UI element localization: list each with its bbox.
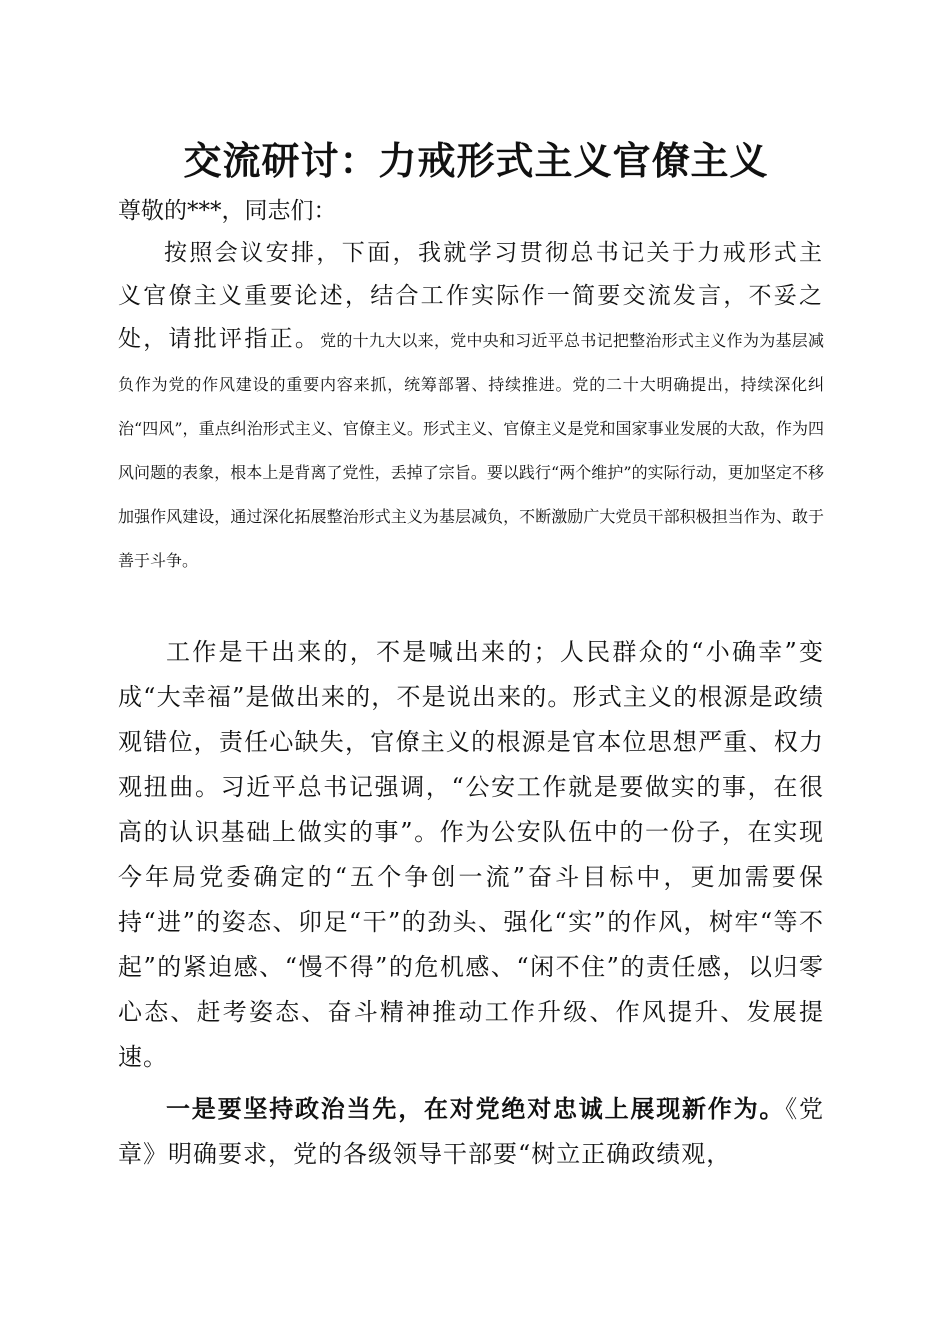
salutation: 尊敬的***，同志们： — [118, 198, 337, 224]
point-one-body: 《党章》明确要求，党的各级领导干部要“树立正确政绩观， — [118, 1095, 825, 1168]
paragraph-intro-lead: 按照会议安排，下面，我就学习贯彻总书记关于力戒形式主义官僚主义重要论述，结合工作实际作一简要交流发言，不妥之处，请批评指正。 — [118, 240, 824, 352]
document-title: 交流研讨：力戒形式主义官僚主义 — [183, 138, 769, 183]
paragraph-work: 工作是干出来的，不是喊出来的；人民群众的“小确幸”变成“大幸福”是做出来的，不是说出来的。形式主义的根源是政绩观错位，责任心缺失，官僚主义的根源是官本位思想严重、权力观扭曲。习近平总书记强调，“公安工作就是要做实的事，在很高的认识基础上做实的事”。作为公安队伍中的一份子，在实现今年局党委确定的“五个争创一流”奋斗目标中，更加需要保持“进”的姿态、卯足“干”的劲头、强化“实”的作风，树牢“等不起”的紧迫感、“慢不得”的危机感、“闲不住”的责任感，以归零心态、赶考姿态、奋斗精神推动工作升级、作风提升、发展提速。 — [118, 638, 824, 1071]
point-one-heading: 一是要坚持政治当先，在对党绝对忠诚上展现新作为。 — [166, 1094, 786, 1123]
paragraph-intro-detail: 党的十九大以来，党中央和习近平总书记把整治形式主义作为为基层减负作为党的作风建设的重要内容来抓，统筹部署、持续推进。党的二十大明确提出，持续深化纠治“四风”，重点纠治形式主义、官僚主义。形式主义、官僚主义是党和国家事业发展的大敌，作为四风问题的表象，根本上是背离了党性，丢掉了宗旨。要以践行“两个维护”的实际行动，更加坚定不移加强作风建设，通过深化拓展整治形式主义为基层减负，不断激励广大党员干部积极担当作为、敢于善于斗争。 — [118, 331, 824, 570]
paragraph-intro — [118, 232, 824, 582]
paragraph-point-one — [118, 1086, 824, 1177]
